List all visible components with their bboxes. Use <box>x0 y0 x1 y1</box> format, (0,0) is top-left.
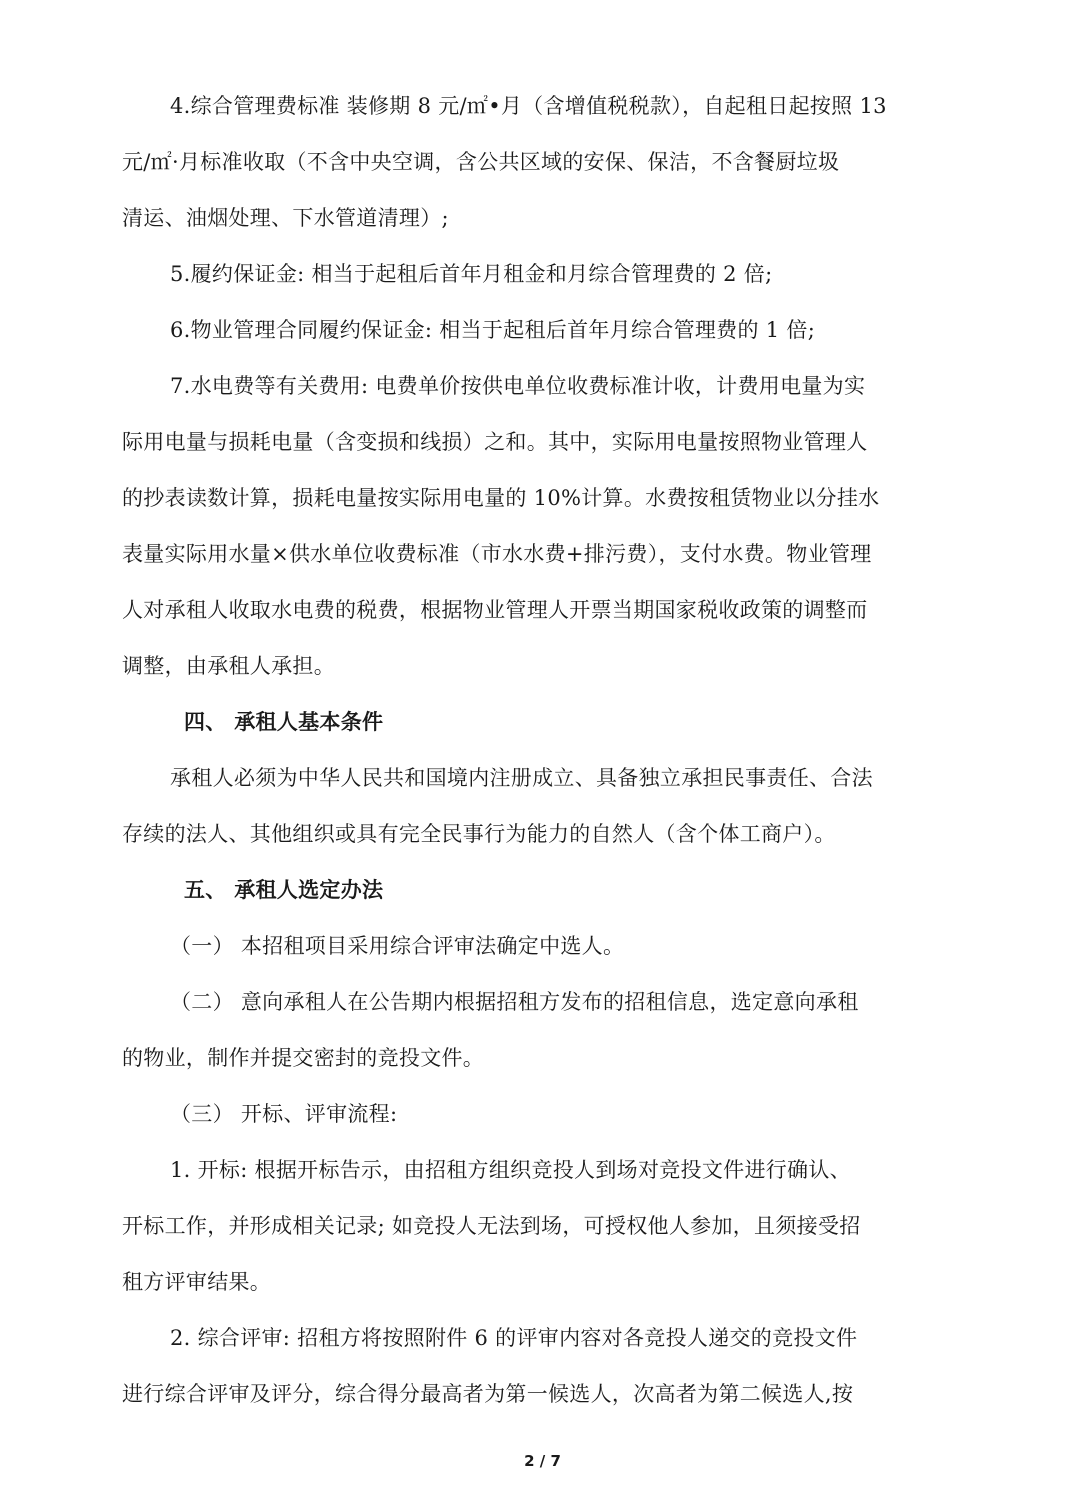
paragraph-line: （二） 意向承租人在公告期内根据招租方发布的招租信息，选定意向承租 <box>170 990 859 1014</box>
paragraph-line: 1. 开标: 根据开标告示，由招租方组织竞投人到场对竞投文件进行确认、 <box>170 1158 851 1182</box>
paragraph-line: 调整，由承租人承担。 <box>122 654 335 678</box>
paragraph-line: 清运、油烟处理、下水管道清理）; <box>122 206 449 230</box>
paragraph-line: 的抄表读数计算，损耗电量按实际用电量的 10%计算。水费按租赁物业以分挂水 <box>122 486 880 510</box>
paragraph-line: 4.综合管理费标准 装修期 8 元/㎡•月（含增值税税款），自起租日起按照 13 <box>170 94 887 118</box>
paragraph-line: （三） 开标、评审流程: <box>170 1102 398 1126</box>
paragraph-line: 5.履约保证金: 相当于起租后首年月租金和月综合管理费的 2 倍; <box>170 262 773 286</box>
paragraph-line: 6.物业管理合同履约保证金: 相当于起租后首年月综合管理费的 1 倍; <box>170 318 816 342</box>
paragraph-line: （一） 本招租项目采用综合评审法确定中选人。 <box>170 934 625 958</box>
paragraph-line: 表量实际用水量×供水单位收费标准（市水水费+排污费），支付水费。物业管理 <box>122 542 872 566</box>
paragraph-line: 7.水电费等有关费用: 电费单价按供电单位收费标准计收，计费用电量为实 <box>170 374 866 398</box>
paragraph-line: 开标工作，并形成相关记录; 如竞投人无法到场，可授权他人参加，且须接受招 <box>122 1214 861 1238</box>
section-heading: 四、 承租人基本条件 <box>184 710 384 734</box>
page-number: 2 / 7 <box>524 1452 561 1470</box>
paragraph-line: 承租人必须为中华人民共和国境内注册成立、具备独立承担民事责任、合法 <box>170 766 873 790</box>
paragraph-line: 元/㎡·月标准收取（不含中央空调，含公共区域的安保、保洁，不含餐厨垃圾 <box>122 150 840 174</box>
paragraph-line: 际用电量与损耗电量（含变损和线损）之和。其中，实际用电量按照物业管理人 <box>122 430 868 454</box>
paragraph-line: 租方评审结果。 <box>122 1270 272 1294</box>
paragraph-line: 2. 综合评审: 招租方将按照附件 6 的评审内容对各竞投人递交的竞投文件 <box>170 1326 858 1350</box>
section-heading: 五、 承租人选定办法 <box>184 878 384 902</box>
paragraph-line: 进行综合评审及评分，综合得分最高者为第一候选人，次高者为第二候选人,按 <box>122 1382 854 1406</box>
paragraph-line: 的物业，制作并提交密封的竞投文件。 <box>122 1046 485 1070</box>
paragraph-line: 存续的法人、其他组织或具有完全民事行为能力的自然人（含个体工商户）。 <box>122 822 836 846</box>
paragraph-line: 人对承租人收取水电费的税费，根据物业管理人开票当期国家税收政策的调整而 <box>122 598 868 622</box>
